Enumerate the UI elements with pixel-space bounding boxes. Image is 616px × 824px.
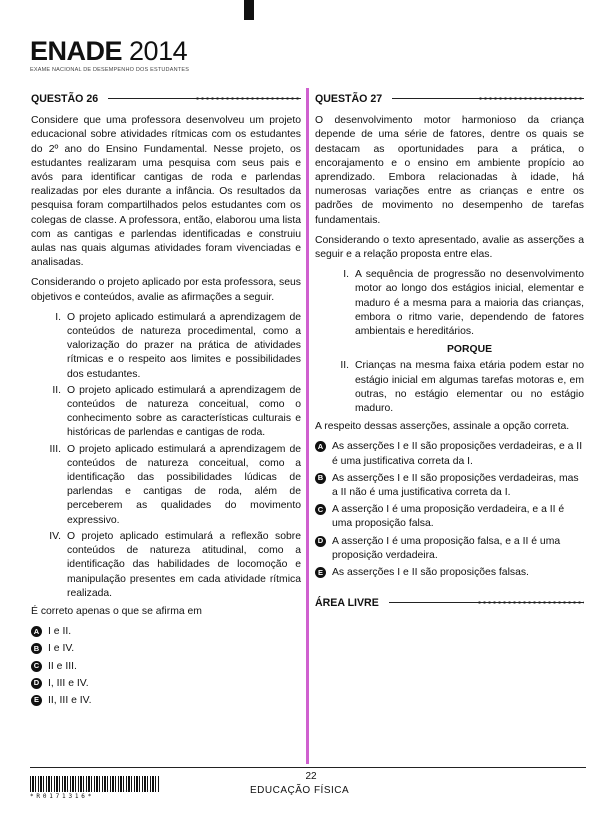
question-27-options (315, 440, 584, 580)
question-27-title: QUESTÃO 27 (315, 93, 383, 105)
area-livre-header (315, 596, 584, 610)
option-text: A asserção I é uma proposição falsa, e a II é uma proposição verdadeira. (332, 535, 561, 561)
option-letter-icon: E (315, 567, 326, 578)
statement-text: O projeto aplicado estimulará a aprendizagem de conteúdos de natureza conceitual, como a identificação das possibilidades lúdicas de parlendas e cantigas de roda, além de perceberem as qualidades do movimento expressivo. (67, 443, 301, 526)
statement-4 (31, 530, 301, 601)
question-26-title: QUESTÃO 26 (31, 93, 99, 105)
option-text: As asserções I e II são proposições verdadeiras, e a II é uma justificativa correta da I. (332, 441, 583, 467)
question-27-instruction: Considerando o texto apresentado, avalie as asserções a seguir e a relação proposta entre elas. (315, 234, 584, 261)
logo-word: ENADE (30, 36, 123, 66)
logo-title (30, 38, 189, 64)
statement-text: O projeto aplicado estimulará a reflexão sobre conteúdos de natureza atitudinal, como a identificação das habilidades de locomoção e manipulação presentes em cada atividade rítmica realizada. (67, 530, 301, 599)
option-letter-icon: B (31, 643, 42, 654)
option-a[interactable] (31, 625, 301, 639)
question-26-instruction: Considerando o projeto aplicado por esta professora, seus objetivos e conteúdos, avalie as afirmações a seguir. (31, 277, 301, 303)
question-27-text: O desenvolvimento motor harmonioso da criança depende de uma série de fatores, dentre os quais se destacam as oportunidades para a prática, o encorajamento e o ensino em ambiente propício ao aprendizado. Embora relacionadas à idade, há numerosas variações entre as crianças e entre os padrões de movimento no desempenho de tarefas fundamentais. (315, 115, 584, 226)
logo-year: 2014 (129, 36, 188, 66)
barcode (30, 776, 160, 792)
barcode-text: *R0171316* (30, 793, 95, 800)
header-rule (108, 98, 301, 100)
logo-subtitle: EXAME NACIONAL DE DESEMPENHO DOS ESTUDANTES (30, 67, 190, 73)
statement-text: O projeto aplicado estimulará a aprendizagem de conteúdos de natureza procedimental, como a valorização do prazer na prática de atividades rítmicas e o respeito aos limites e possibilidades dos estudantes. (67, 311, 301, 380)
footer-title: EDUCAÇÃO FÍSICA (250, 785, 350, 796)
option-c[interactable] (315, 503, 584, 531)
option-letter-icon: C (31, 661, 42, 672)
statement-number: III. (49, 443, 61, 455)
option-letter-icon: E (31, 695, 42, 706)
question-27-assertions (315, 268, 584, 339)
column-divider (306, 88, 309, 764)
question-26 (31, 92, 301, 711)
question-26-statements (31, 311, 301, 601)
option-c[interactable] (31, 660, 301, 674)
enade-logo (30, 38, 189, 73)
page-number: 22 (305, 771, 317, 782)
option-text: As asserções I e II são proposições falsas. (332, 567, 529, 579)
option-text: I, III e IV. (48, 677, 89, 689)
assertion-1 (315, 268, 584, 339)
statement-number: I. (55, 311, 61, 323)
option-letter-icon: D (315, 536, 326, 547)
option-letter-icon: D (31, 678, 42, 689)
option-text: I e II. (48, 626, 72, 638)
option-letter-icon: A (315, 441, 326, 452)
statement-1 (31, 311, 301, 382)
question-26-header (31, 92, 301, 106)
assertion-text: A sequência de progressão no desenvolvimento motor ao longo dos estágios inicial, elementar e maduro é a mesma para a maioria das crianças, embora o ritmo varie, dependendo de fatores ambientais e hereditários. (355, 269, 584, 338)
option-text: A asserção I é uma proposição verdadeira, e a II é uma proposição falsa. (332, 504, 565, 530)
option-text: I e IV. (48, 643, 75, 655)
option-d[interactable] (315, 535, 584, 563)
question-27-prompt: A respeito dessas asserções, assinale a opção correta. (315, 421, 570, 433)
assertion-number: I. (343, 269, 349, 281)
footer-rule (30, 767, 586, 768)
option-a[interactable] (315, 440, 584, 468)
option-text: II, III e IV. (48, 694, 92, 706)
option-text: As asserções I e II são proposições verdadeiras, mas a II não é uma justificativa correta da I. (332, 472, 579, 499)
option-b[interactable] (31, 642, 301, 656)
statement-number: II. (52, 384, 61, 396)
area-livre-title: ÁREA LIVRE (315, 597, 379, 610)
header-rule (389, 602, 584, 604)
question-26-options (31, 625, 301, 708)
question-27-header (315, 92, 584, 106)
assertion-number: II. (340, 360, 349, 372)
option-letter-icon: B (315, 473, 326, 484)
option-d[interactable] (31, 677, 301, 691)
header-rule (392, 98, 584, 100)
assertion-2 (315, 359, 584, 416)
option-letter-icon: A (31, 626, 42, 637)
top-marker (244, 0, 254, 20)
question-27-assertions-2 (315, 359, 584, 416)
porque-label: PORQUE (446, 344, 493, 356)
option-letter-icon: C (315, 504, 326, 515)
question-26-text: Considere que uma professora desenvolveu um projeto educacional sobre atividades rítmicas com os estudantes do 2º ano do Ensino Fundamental. Nesse projeto, os estudantes realizaram uma pesquisa com seus pais e avós para identificar cantigas de roda e parlendas realizadas por eles durante a infância. Os resultados da pesquisa foram compartilhados pelos estudantes com os colegas de classe. A professora, então, elaborou uma lista com as cantigas e parlendas identificadas e construiu aulas nas quais algumas atividades foram vivenciadas e analisadas. (31, 115, 301, 269)
statement-3 (31, 443, 301, 528)
question-27 (315, 92, 584, 619)
statement-2 (31, 384, 301, 441)
option-e[interactable] (315, 566, 584, 580)
option-b[interactable] (315, 472, 584, 500)
option-text: II e III. (48, 660, 77, 672)
statement-number: IV. (49, 530, 61, 542)
option-e[interactable] (31, 694, 301, 708)
assertion-text: Crianças na mesma faixa etária podem estar no estágio inicial em algumas tarefas motoras e, em outras, no estágio elementar ou no estágio maduro. (355, 360, 584, 415)
question-26-prompt: É correto apenas o que se afirma em (31, 605, 202, 617)
statement-text: O projeto aplicado estimulará a aprendizagem de conteúdos de natureza conceitual, como o conhecimento sobre as características culturais e históricas de parlendas e cantigas de roda. (67, 384, 301, 439)
